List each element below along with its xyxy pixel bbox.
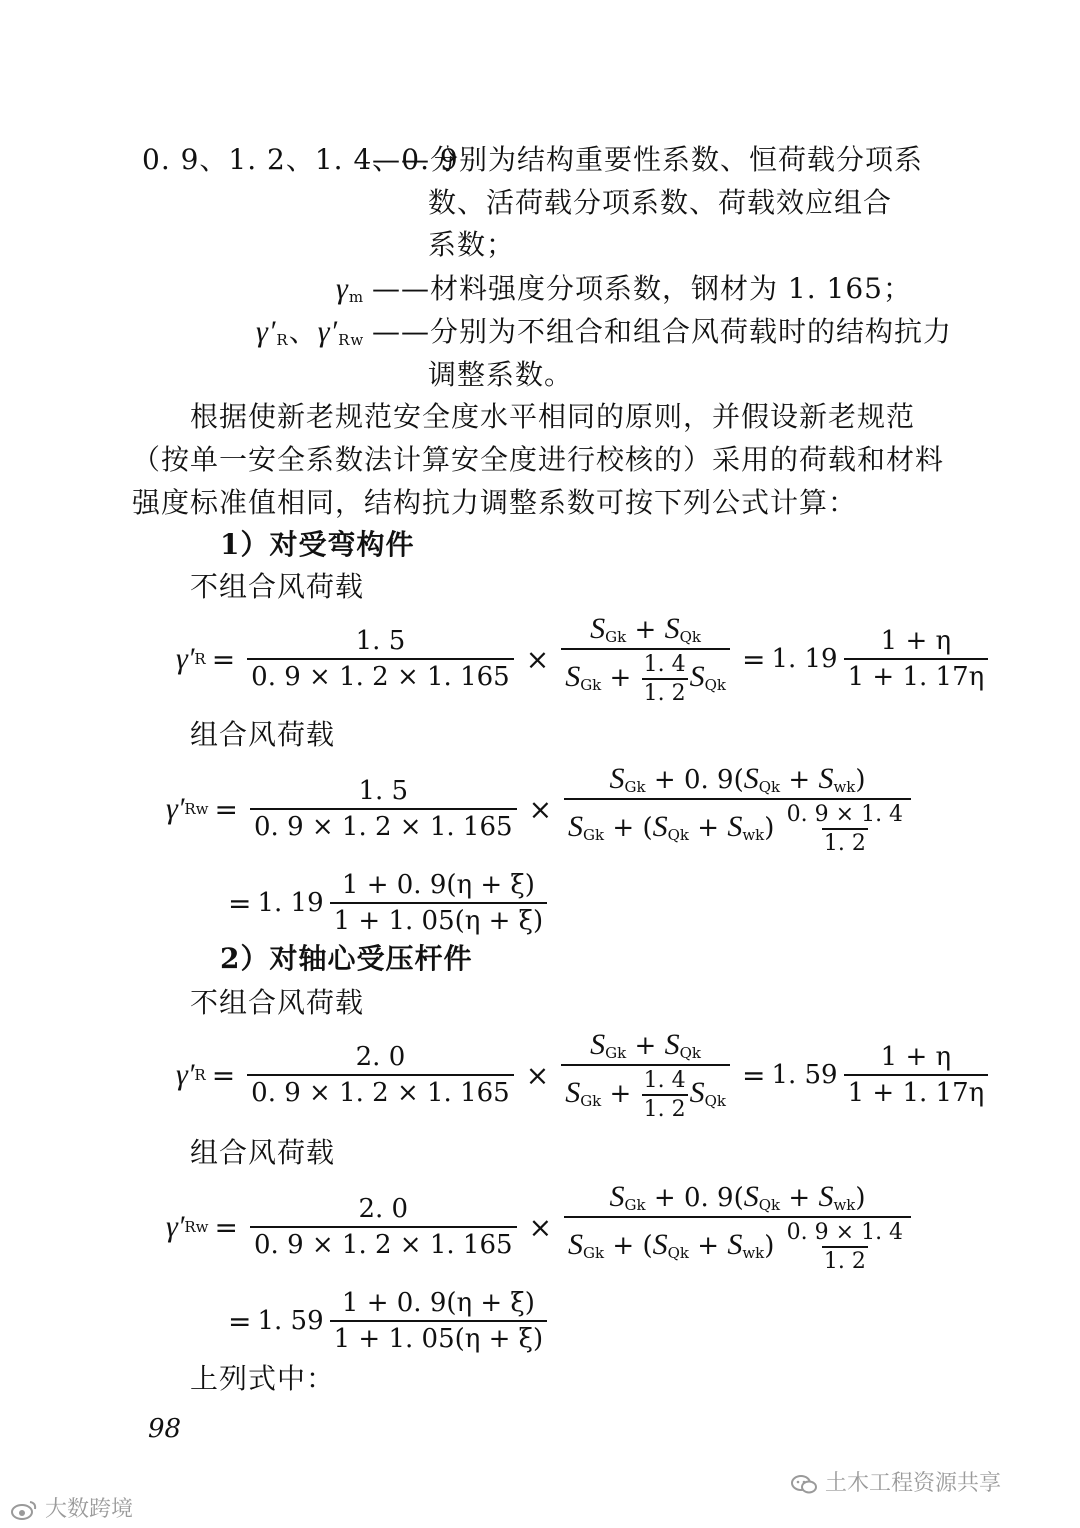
formula4-cont (222, 1288, 553, 1354)
rparen: ) (855, 765, 866, 795)
f1-frac1-num: 1. 5 (355, 626, 406, 656)
watermark-right (790, 1466, 1001, 1497)
f3-frac2-num (586, 1028, 705, 1064)
small-frac (785, 802, 905, 856)
f1-eq2: = (741, 642, 766, 676)
para-line1: 根据使新老规范安全度水平相同的原则，并假设新老规范 (190, 400, 916, 433)
s-symbol: S (565, 1076, 581, 1109)
sub-qk: Qk (679, 1044, 701, 1062)
sub-wk: wk (742, 1244, 765, 1262)
def1-line3: 系数； (428, 228, 516, 261)
sub-qk: Qk (667, 1244, 689, 1262)
s-symbol: S (565, 660, 581, 693)
f4-frac2-num (606, 1180, 870, 1216)
watermark-right-text: 土木工程资源共享 (825, 1471, 1002, 1496)
sub-R: R (276, 331, 289, 349)
f2-times: × (528, 792, 553, 826)
rparen: ) (855, 1183, 866, 1213)
f3-frac3-den: 1 + 1. 17η (844, 1074, 989, 1108)
f1-frac3 (844, 626, 989, 692)
f2c-num: 1 + 0. 9(η + ξ) (341, 870, 535, 900)
f1-times: × (525, 642, 550, 676)
s-symbol: S (664, 1028, 680, 1061)
f2-frac2-num (606, 762, 870, 798)
s-symbol: S (689, 660, 705, 693)
gamma-sub-m: m (348, 288, 365, 306)
closing-text: 上列式中： (190, 1362, 336, 1395)
section1-heading: 1）对受弯构件 (220, 528, 415, 561)
f2c-eq: = (228, 886, 252, 920)
small-den: 1. 2 (822, 828, 868, 856)
def2-symbol (336, 272, 364, 314)
para-line3: 强度标准值相同，结构抗力调整系数可按下列公式计算： (132, 486, 858, 519)
sub-qk: Qk (667, 826, 689, 844)
sub-gk: Gk (580, 676, 602, 694)
sub-gk: Gk (605, 628, 627, 646)
formula2 (166, 762, 917, 856)
f1-frac3-den: 1 + 1. 17η (844, 658, 989, 692)
plus: + (609, 663, 632, 693)
section1-case-b: 组合风荷载 (190, 718, 336, 751)
f3-frac1 (247, 1042, 514, 1108)
sub-qk: Qk (679, 628, 701, 646)
plus: + (612, 1231, 635, 1261)
f2c-coef: 1. 19 (257, 888, 324, 918)
coef: 0. 9( (683, 1183, 744, 1213)
f4-frac1-den: 0. 9 × 1. 2 × 1. 165 (250, 1226, 517, 1260)
s-symbol: S (743, 762, 759, 795)
gamma-prime-Rw: γ′ (317, 315, 339, 348)
small-num: 0. 9 × 1. 4 (786, 1220, 904, 1245)
def1-line1: ——分别为结构重要性系数、恒荷载分项系 (372, 143, 924, 176)
s-symbol: S (590, 1028, 606, 1061)
s-symbol: S (727, 1228, 743, 1261)
gamma-symbol: γ (336, 272, 349, 305)
coef: 0. 9( (683, 765, 744, 795)
formula3 (176, 1028, 994, 1122)
def2-text: ——材料强度分项系数，钢材为 1. 165； (372, 272, 912, 305)
f4c-eq: = (228, 1304, 252, 1338)
f2-frac2-den (564, 798, 911, 856)
f4c-coef: 1. 59 (257, 1306, 324, 1336)
f4-times: × (528, 1210, 553, 1244)
plus: + (634, 615, 657, 645)
lparen: ( (642, 1231, 653, 1261)
s-symbol: S (652, 1228, 668, 1261)
small-den: 1. 2 (642, 678, 688, 706)
sub-wk: wk (833, 778, 856, 796)
f3-gamma: γ′ (176, 1058, 195, 1091)
s-symbol: S (609, 762, 625, 795)
small-den: 1. 2 (822, 1246, 868, 1274)
f1-sub: R (194, 650, 206, 668)
formula1 (176, 612, 994, 706)
f4-frac1 (250, 1194, 517, 1260)
s-symbol: S (818, 1180, 834, 1213)
f2c-frac (330, 870, 548, 936)
f1-frac1-den: 0. 9 × 1. 2 × 1. 165 (247, 658, 514, 692)
f4-eq: = (214, 1210, 238, 1244)
plus: + (697, 813, 720, 843)
small-frac (642, 652, 688, 706)
rparen: ) (764, 1231, 775, 1261)
f3-eq: = (211, 1058, 236, 1092)
f1-frac2-den (561, 648, 730, 706)
s-symbol: S (652, 810, 668, 843)
plus: + (788, 765, 811, 795)
s-symbol: S (590, 612, 606, 645)
section2-case-a: 不组合风荷载 (190, 986, 365, 1019)
plus: + (634, 1031, 657, 1061)
gamma-prime-R: γ′ (256, 315, 277, 348)
small-num: 0. 9 × 1. 4 (786, 802, 904, 827)
f3-times: × (525, 1058, 550, 1092)
weibo-logo-icon (10, 1499, 38, 1521)
f4c-frac (330, 1288, 548, 1354)
f3-frac2-den (561, 1064, 730, 1122)
def3-symbols (256, 315, 364, 357)
def3-line2: 调整系数。 (428, 358, 574, 391)
lparen: ( (642, 813, 653, 843)
s-symbol: S (568, 810, 584, 843)
f3-frac3 (844, 1042, 989, 1108)
f2-eq: = (214, 792, 238, 826)
f3-frac1-num: 2. 0 (355, 1042, 406, 1072)
f4c-den: 1 + 1. 05(η + ξ) (330, 1320, 548, 1354)
section1-case-a: 不组合风荷载 (190, 570, 365, 603)
f4-frac2-den (564, 1216, 911, 1274)
f4c-num: 1 + 0. 9(η + ξ) (341, 1288, 535, 1318)
formula4 (166, 1180, 917, 1274)
s-symbol: S (609, 1180, 625, 1213)
f4-sub: Rw (184, 1218, 209, 1236)
separator: 、 (288, 315, 318, 348)
f1-gamma: γ′ (176, 642, 195, 675)
f4-gamma: γ′ (166, 1210, 185, 1243)
watermark-left-text: 大数跨境 (45, 1497, 134, 1522)
f3-coef: 1. 59 (771, 1060, 838, 1090)
f2-frac1-num: 1. 5 (358, 776, 409, 806)
s-symbol: S (818, 762, 834, 795)
plus: + (788, 1183, 811, 1213)
def1-label: 0. 9、1. 2、1. 4、0. 9 (142, 143, 459, 176)
sub-wk: wk (833, 1196, 856, 1214)
sub-gk: Gk (580, 1092, 602, 1110)
f2-frac1 (250, 776, 517, 842)
sub-wk: wk (742, 826, 765, 844)
section2-heading: 2）对轴心受压杆件 (220, 942, 473, 975)
f1-frac2-num (586, 612, 705, 648)
sub-Rw: Rw (338, 331, 365, 349)
f1-frac3-num: 1 + η (880, 626, 952, 656)
small-frac (642, 1068, 688, 1122)
sub-gk: Gk (583, 1244, 605, 1262)
wechat-logo-icon (790, 1473, 818, 1495)
sub-qk: Qk (704, 676, 726, 694)
section2-case-b: 组合风荷载 (190, 1136, 336, 1169)
sub-gk: Gk (583, 826, 605, 844)
small-den: 1. 2 (642, 1094, 688, 1122)
formula2-cont (222, 870, 553, 936)
small-frac (785, 1220, 905, 1274)
plus: + (653, 1183, 676, 1213)
f4-frac2 (564, 1180, 911, 1274)
f2-sub: Rw (184, 800, 209, 818)
para-line2: （按单一安全系数法计算安全度进行校核的）采用的荷载和材料 (132, 443, 945, 476)
f2-gamma: γ′ (166, 792, 185, 825)
f3-eq2: = (741, 1058, 766, 1092)
plus: + (653, 765, 676, 795)
plus: + (697, 1231, 720, 1261)
f3-frac3-num: 1 + η (880, 1042, 952, 1072)
s-symbol: S (727, 810, 743, 843)
watermark-left (10, 1492, 133, 1523)
f3-sub: R (194, 1066, 206, 1084)
f2-frac2 (564, 762, 911, 856)
sub-qk: Qk (704, 1092, 726, 1110)
f3-frac1-den: 0. 9 × 1. 2 × 1. 165 (247, 1074, 514, 1108)
s-symbol: S (743, 1180, 759, 1213)
sub-gk: Gk (605, 1044, 627, 1062)
f1-coef: 1. 19 (771, 644, 838, 674)
s-symbol: S (664, 612, 680, 645)
f3-frac2 (561, 1028, 730, 1122)
f1-eq: = (211, 642, 236, 676)
small-num: 1. 4 (643, 1068, 686, 1093)
def1-line2: 数、活荷载分项系数、荷载效应组合 (428, 186, 893, 219)
f4-frac1-num: 2. 0 (358, 1194, 409, 1224)
rparen: ) (764, 813, 775, 843)
s-symbol: S (689, 1076, 705, 1109)
f2-frac1-den: 0. 9 × 1. 2 × 1. 165 (250, 808, 517, 842)
plus: + (609, 1079, 632, 1109)
plus: + (612, 813, 635, 843)
small-num: 1. 4 (643, 652, 686, 677)
sub-gk: Gk (624, 778, 646, 796)
f2c-den: 1 + 1. 05(η + ξ) (330, 902, 548, 936)
f1-frac2 (561, 612, 730, 706)
sub-gk: Gk (624, 1196, 646, 1214)
def3-line1: ——分别为不组合和组合风荷载时的结构抗力 (372, 315, 953, 348)
sub-qk: Qk (758, 1196, 781, 1214)
page-number: 98 (148, 1414, 182, 1444)
s-symbol: S (568, 1228, 584, 1261)
f1-frac1 (247, 626, 514, 692)
sub-qk: Qk (758, 778, 781, 796)
